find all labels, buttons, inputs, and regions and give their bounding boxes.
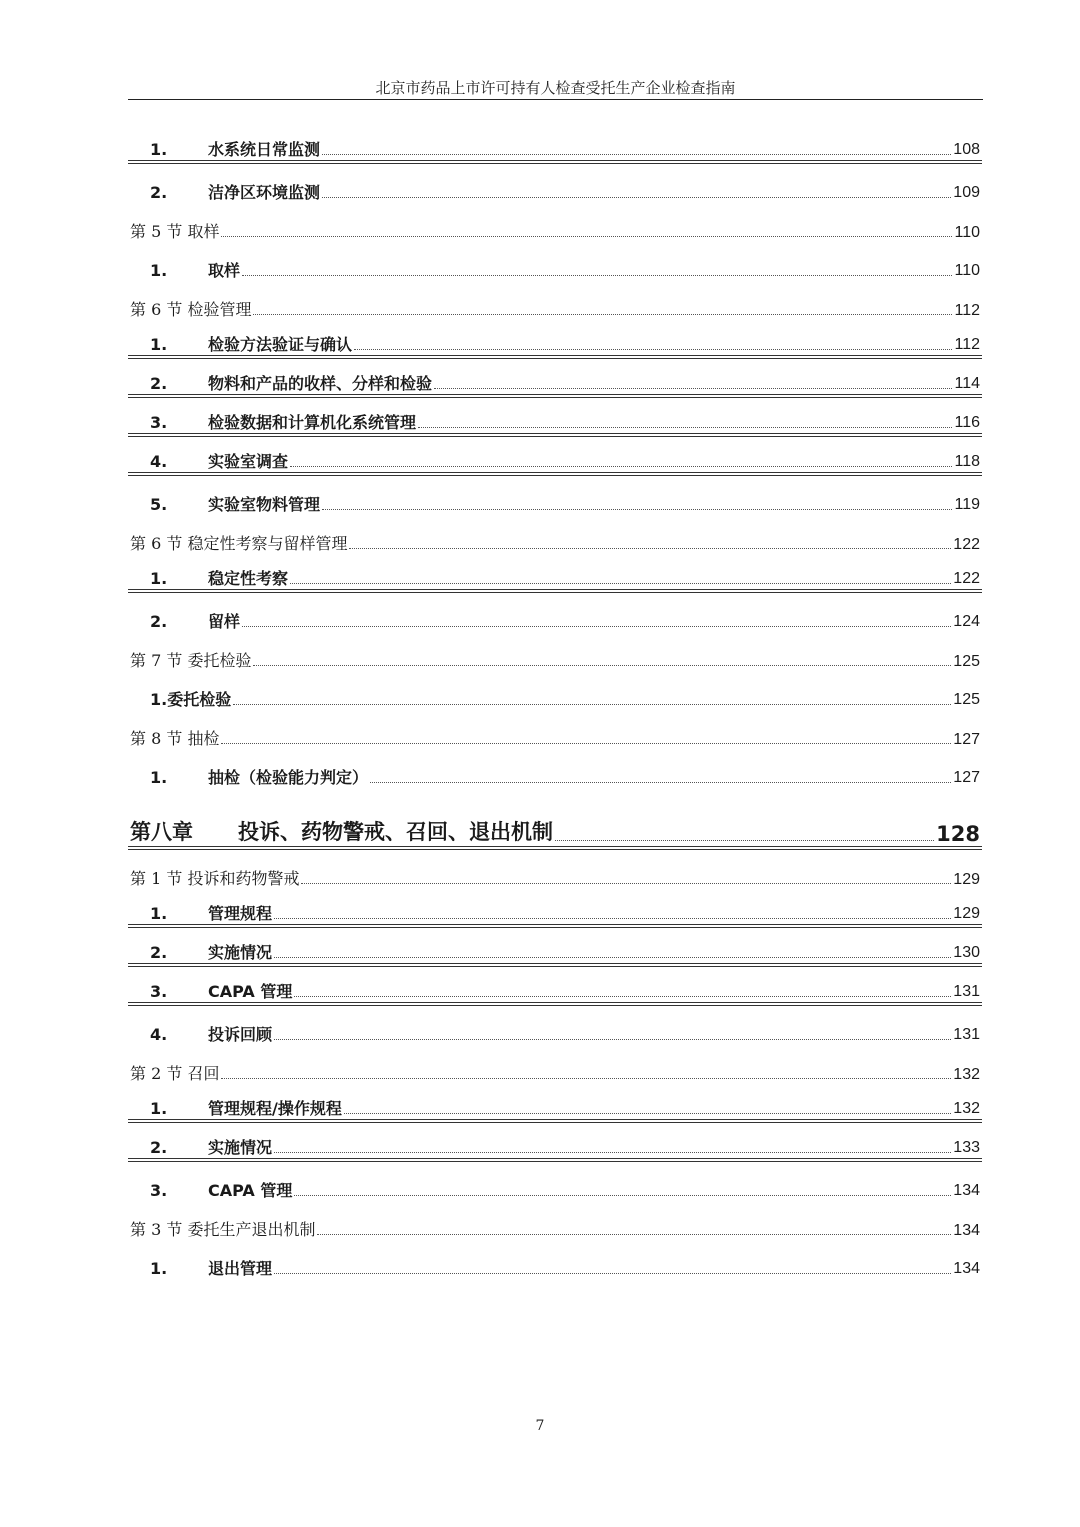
toc-section-entry[interactable]: [130, 632, 980, 671]
toc-section-entry[interactable]: [130, 515, 980, 554]
toc-entry-label: 管理规程/操作规程: [208, 1099, 342, 1118]
toc-entry-page: 124: [953, 613, 980, 630]
toc-entry-label: 抽检（检验能力判定）: [208, 768, 369, 787]
toc-item-entry[interactable]: [130, 1162, 980, 1201]
toc-dot-leader: [253, 313, 952, 315]
toc-entry-label: 留样: [208, 612, 241, 631]
toc-item-entry[interactable]: [130, 125, 980, 160]
toc-entry-number: 2.: [150, 183, 168, 202]
toc-entry-label: 第 1 节 投诉和药物警戒: [130, 869, 300, 888]
toc-item-entry[interactable]: [130, 967, 980, 1002]
toc-entry-page: 132: [953, 1100, 980, 1117]
toc-section-entry[interactable]: [130, 710, 980, 749]
toc-entry-label: 水系统日常监测: [208, 140, 321, 159]
toc-dot-leader: [274, 1151, 951, 1153]
toc-entry-label: CAPA 管理: [208, 1181, 293, 1200]
toc-entry-page: 108: [953, 141, 980, 158]
toc-item-entry[interactable]: [130, 1240, 980, 1279]
toc-item-entry[interactable]: [130, 398, 980, 433]
toc-entry-page: 118: [954, 453, 980, 470]
toc-dot-leader: [370, 781, 951, 783]
toc-entry-page: 110: [954, 224, 980, 241]
table-of-contents: [130, 125, 980, 1279]
toc-entry-page: 114: [954, 375, 980, 392]
toc-item-entry[interactable]: [130, 1084, 980, 1119]
toc-dot-leader: [354, 348, 952, 350]
toc-item-entry[interactable]: [130, 476, 980, 515]
toc-dot-leader: [322, 153, 951, 155]
toc-dot-leader: [418, 426, 952, 428]
toc-entry-label: 第 3 节 委托生产退出机制: [130, 1220, 316, 1239]
toc-entry-number: 1.: [150, 1099, 168, 1118]
toc-entry-page: 122: [953, 570, 980, 587]
toc-entry-page: 129: [953, 871, 980, 888]
toc-dot-leader: [290, 582, 951, 584]
toc-entry-number: 1.: [150, 768, 168, 787]
toc-item-entry[interactable]: [130, 889, 980, 924]
toc-entry-label: 检验数据和计算机化系统管理: [208, 413, 417, 432]
toc-entry-page: 109: [953, 184, 980, 201]
toc-entry-page: 133: [953, 1139, 980, 1156]
toc-entry-number: 2.: [150, 612, 168, 631]
toc-entry-label: 第 5 节 取样: [130, 222, 220, 241]
toc-item-entry[interactable]: [130, 1006, 980, 1045]
toc-item-entry[interactable]: [130, 671, 980, 710]
toc-dot-leader: [290, 465, 952, 467]
toc-entry-label: 实施情况: [208, 1138, 273, 1157]
toc-item-entry[interactable]: [130, 320, 980, 355]
toc-entry-label: 第 7 节 委托检验: [130, 651, 252, 670]
toc-entry-page: 127: [953, 769, 980, 786]
toc-entry-label: 投诉回顾: [208, 1025, 273, 1044]
header-rule: [128, 99, 983, 100]
toc-entry-label: CAPA 管理: [208, 982, 293, 1001]
toc-section-entry[interactable]: [130, 850, 980, 889]
toc-entry-page: 110: [954, 262, 980, 279]
toc-section-entry[interactable]: [130, 203, 980, 242]
toc-entry-number: 第八章: [130, 820, 193, 844]
toc-entry-number: 3.: [150, 982, 168, 1001]
toc-dot-leader: [221, 235, 952, 237]
page-number: 7: [535, 1418, 545, 1434]
toc-dot-leader: [317, 1233, 951, 1235]
toc-entry-page: 122: [953, 536, 980, 553]
toc-section-entry[interactable]: [130, 1201, 980, 1240]
toc-entry-number: 2.: [150, 943, 168, 962]
toc-entry-label: 第 2 节 召回: [130, 1064, 220, 1083]
toc-dot-leader: [274, 956, 951, 958]
toc-item-entry[interactable]: [130, 1123, 980, 1158]
toc-entry-page: 125: [953, 691, 980, 708]
toc-item-entry[interactable]: [130, 593, 980, 632]
toc-entry-label: 第 6 节 检验管理: [130, 300, 252, 319]
toc-entry-label: 稳定性考察: [208, 569, 289, 588]
toc-entry-number: 1.: [150, 904, 168, 923]
toc-entry-label: 实验室调查: [208, 452, 289, 471]
toc-entry-label: 投诉、药物警戒、召回、退出机制: [238, 820, 553, 844]
toc-chapter-entry[interactable]: [130, 800, 980, 846]
toc-entry-page: 125: [953, 653, 980, 670]
toc-entry-number: 1.: [150, 569, 168, 588]
toc-entry-page: 129: [953, 905, 980, 922]
toc-entry-number: 4.: [150, 452, 168, 471]
toc-entry-number: 1.: [150, 261, 168, 280]
page-header: 北京市药品上市许可持有人检查受托生产企业检查指南: [375, 79, 736, 97]
toc-dot-leader: [434, 387, 952, 389]
toc-entry-page: 130: [953, 944, 980, 961]
toc-entry-page: 131: [953, 1026, 980, 1043]
toc-entry-label: 第 8 节 抽检: [130, 729, 220, 748]
toc-dot-leader: [221, 742, 951, 744]
toc-entry-number: 3.: [150, 413, 168, 432]
toc-entry-label: 实施情况: [208, 943, 273, 962]
toc-entry-page: 134: [953, 1222, 980, 1239]
toc-entry-page: 134: [953, 1260, 980, 1277]
toc-item-entry[interactable]: [130, 928, 980, 963]
toc-entry-page: 112: [954, 302, 980, 319]
toc-entry-number: 1.: [150, 335, 168, 354]
toc-section-entry[interactable]: [130, 1045, 980, 1084]
toc-section-entry[interactable]: [130, 281, 980, 320]
toc-entry-page: 132: [953, 1066, 980, 1083]
toc-item-entry[interactable]: [130, 359, 980, 394]
toc-entry-page: 119: [954, 496, 980, 513]
toc-item-entry[interactable]: [130, 554, 980, 589]
toc-entry-page: 116: [954, 414, 980, 431]
toc-dot-leader: [242, 625, 951, 627]
toc-dot-leader: [274, 1038, 951, 1040]
toc-entry-page: 112: [954, 336, 980, 353]
toc-dot-leader: [555, 839, 934, 841]
toc-entry-label: 取样: [208, 261, 241, 280]
toc-entry-label: 物料和产品的收样、分样和检验: [208, 374, 433, 393]
toc-item-entry[interactable]: [130, 164, 980, 203]
toc-entry-page: 134: [953, 1182, 980, 1199]
toc-entry-number: 3.: [150, 1181, 168, 1200]
toc-dot-leader: [301, 882, 951, 884]
toc-entry-number: 1.: [150, 1259, 168, 1278]
toc-entry-number: 2.: [150, 1138, 168, 1157]
toc-item-entry[interactable]: [130, 242, 980, 281]
toc-dot-leader: [344, 1112, 951, 1114]
toc-entry-page: 131: [953, 983, 980, 1000]
toc-entry-page: 128: [936, 822, 980, 846]
toc-entry-page: 127: [953, 731, 980, 748]
toc-dot-leader: [349, 547, 951, 549]
toc-entry-number: 5.: [150, 495, 168, 514]
toc-dot-leader: [253, 664, 951, 666]
toc-dot-leader: [294, 995, 951, 997]
toc-entry-number: 1.: [150, 140, 168, 159]
toc-entry-number: 2.: [150, 374, 168, 393]
toc-dot-leader: [274, 1272, 951, 1274]
toc-entry-number: 4.: [150, 1025, 168, 1044]
toc-dot-leader: [242, 274, 952, 276]
toc-entry-label: 管理规程: [208, 904, 273, 923]
toc-entry-label: 检验方法验证与确认: [208, 335, 353, 354]
toc-entry-label: 1.委托检验: [150, 690, 232, 709]
toc-dot-leader: [322, 196, 951, 198]
toc-dot-leader: [233, 703, 951, 705]
toc-entry-label: 第 6 节 稳定性考察与留样管理: [130, 534, 348, 553]
toc-item-entry[interactable]: [130, 749, 980, 788]
toc-entry-label: 洁净区环境监测: [208, 183, 321, 202]
toc-dot-leader: [221, 1077, 951, 1079]
toc-dot-leader: [294, 1194, 951, 1196]
toc-entry-label: 实验室物料管理: [208, 495, 321, 514]
toc-dot-leader: [322, 508, 952, 510]
toc-item-entry[interactable]: [130, 437, 980, 472]
toc-entry-label: 退出管理: [208, 1259, 273, 1278]
toc-dot-leader: [274, 917, 951, 919]
